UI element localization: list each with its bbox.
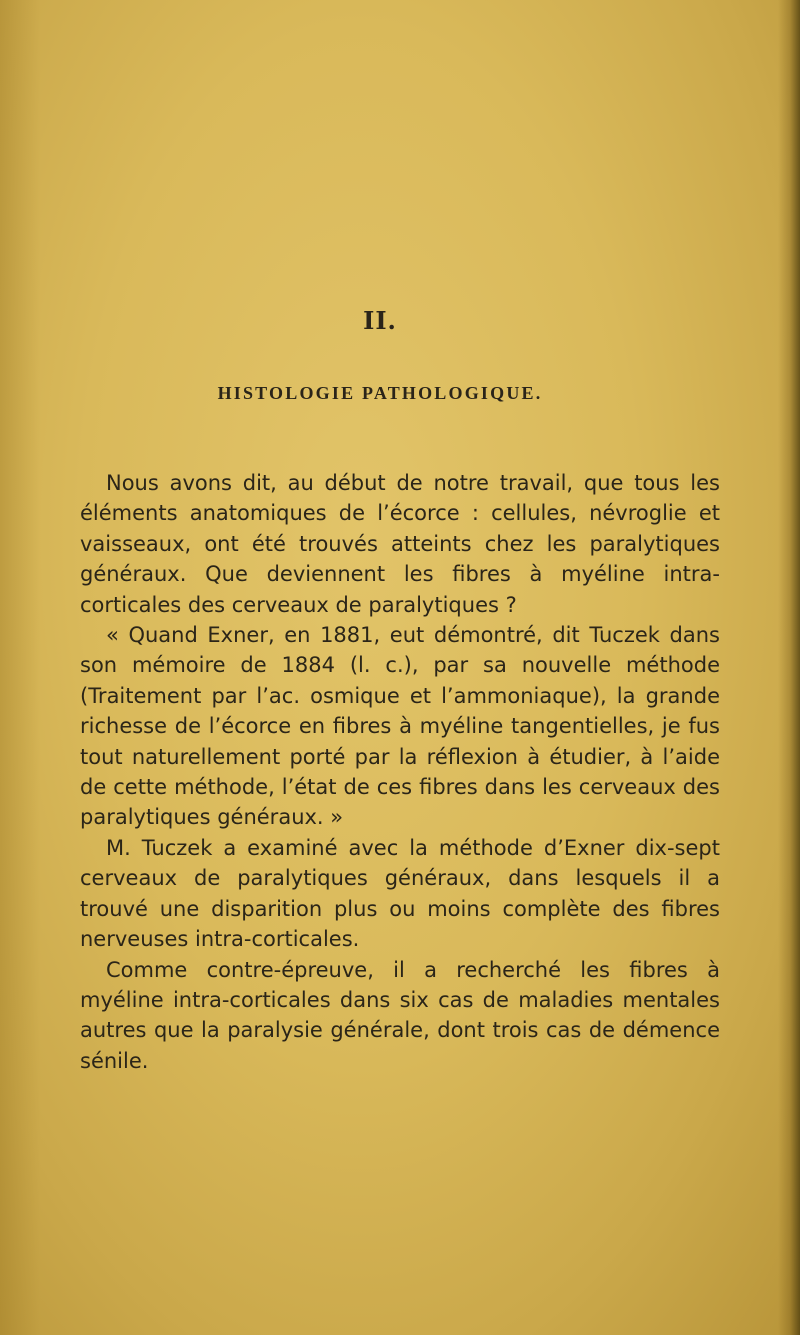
page-gutter-shadow — [0, 0, 40, 1335]
paragraph-1: Nous avons dit, au début de notre travail, que tous les éléments anatomiques de l’écorce : cellules, névroglie et vaisseaux, ont été trouvés atteints chez les paralytiques généraux. Que deviennent les fibres à myéline intra-corticales des cerveaux de paralytiques ? — [80, 471, 720, 617]
paragraph-4: Comme contre-épreuve, il a recherché les fibres à myéline intra-corticales dans six cas de maladies mentales autres que la paralysie générale, dont trois cas de démence sénile. — [80, 957, 720, 1073]
page-edge-shadow — [778, 0, 800, 1335]
paragraph-3: M. Tuczek a examiné avec la méthode d’Exner dix-sept cerveaux de paralytiques généraux, dans lesquels il a trouvé une disparition plus ou moins complète des fibres nerveuses intra-corticales. — [80, 835, 720, 952]
chapter-number: II. — [363, 306, 397, 335]
body-text — [80, 468, 720, 1076]
section-title: HISTOLOGIE PATHOLOGIQUE. — [217, 383, 543, 403]
paragraph-2: « Quand Exner, en 1881, eut démontré, dit Tuczek dans son mémoire de 1884 (l. c.), par sa nouvelle méthode (Traitement par l’ac. osmique et l’ammoniaque), la grande richesse de l’écorce en fibres à myéline tangentielles, je fus tout naturellement porté par la réflexion à étudier, à l’aide de cette méthode, l’état de ces fibres dans les cerveaux des paralytiques généraux. » — [80, 623, 720, 830]
